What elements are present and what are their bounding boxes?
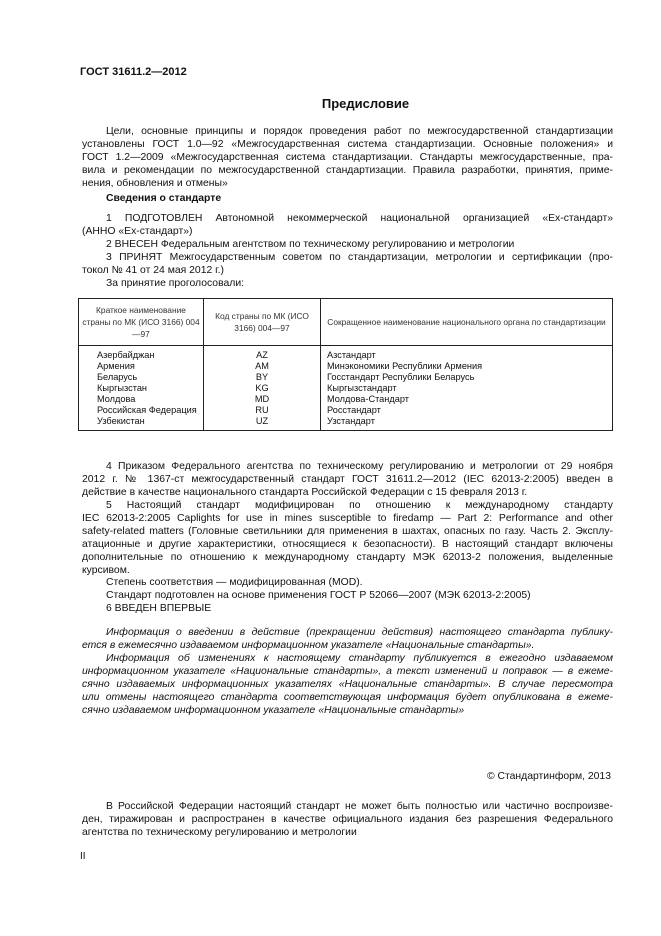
cell-country: Российская Федерация (79, 405, 204, 416)
cell-country: Беларусь (79, 372, 204, 383)
text-line: вила и рекомендации по межгосударственной стандартизации. Правила разработки, принятия, приме- (82, 165, 613, 176)
cell-code: MD (204, 394, 321, 405)
cell-code: KG (204, 383, 321, 394)
text-line: атационные и другие характеристики, относящиеся к безопасности). В настоящий стандарт включены (82, 539, 613, 550)
cell-country: Молдова (79, 394, 204, 405)
paragraph (82, 238, 613, 251)
text-line: нения, обновления и отмены» (82, 178, 228, 189)
cell-code: AM (204, 361, 321, 372)
text-line: Информация об изменениях к настоящему стандарту публикуется в ежегодно издаваемом (106, 653, 613, 664)
paragraph (82, 499, 613, 577)
table-row (79, 416, 613, 431)
column-header-code: Код страны по МК (ИСО 3166) 004—97 (204, 299, 321, 346)
text-line: 3 ПРИНЯТ Межгосударственным советом по стандартизации, метрологии и сертификации (про- (106, 252, 613, 263)
copyright: © Стандартинформ, 2013 (486, 771, 611, 782)
text-line: Цели, основные принципы и порядок проведения работ по межгосударственной стандартизации (106, 126, 613, 137)
cell-org: Госстандарт Республики Беларусь (321, 372, 613, 383)
text-line: информационном указателе «Национальные стандарты», а текст изменений и поправок — в ежеме- (82, 666, 613, 677)
paragraph (82, 251, 613, 277)
table-row (79, 394, 613, 405)
table-row (79, 346, 613, 362)
paragraph (82, 277, 613, 290)
paragraph (82, 652, 613, 717)
paragraph (82, 589, 613, 602)
text-line: Стандарт подготовлен на основе применения ГОСТ Р 52066—2007 (МЭК 62013-2:2005) (106, 590, 531, 601)
text-line: safety-related matters (Головные светильники для применения в шахтах, опасных по газу. Часть 2. Эксплу- (82, 526, 613, 537)
text-line: ГОСТ 1.2—2009 «Межгосударственная система стандартизации. Стандарты межгосударственные, пра- (82, 152, 613, 163)
paragraph (82, 125, 613, 190)
paragraph (82, 212, 613, 238)
text-line: установлены ГОСТ 1.0—92 «Межгосударственная система стандартизации. Основные положения» и (82, 139, 613, 150)
cell-org: Молдова-Стандарт (321, 394, 613, 405)
text-line: дополнительные по отношению к международному стандарту МЭК 62013-2 положения, выделенные (82, 552, 613, 563)
text-line: ден, тиражирован и распространен в качестве официального издания без разрешения Федерального (82, 814, 613, 825)
column-header-organization: Сокращенное наименование национального органа по стандартизации (321, 299, 613, 346)
text-line: ется в ежемесячно издаваемом информационном указателе «Национальные стандарты». (82, 640, 535, 651)
text-line: курсивом. (82, 565, 130, 576)
text-line: В Российской Федерации настоящий стандарт не может быть полностью или частично воспроизве- (106, 801, 613, 812)
text-line: Степень соответствия — модифицированная (MOD). (106, 577, 363, 588)
text-line: 2 ВНЕСЕН Федеральным агентством по техническому регулированию и метрологии (106, 239, 515, 250)
table-row (79, 372, 613, 383)
paragraph (82, 626, 613, 652)
text-line: или отмены настоящего стандарта соответствующая информация будет опубликована в ежеме- (82, 692, 613, 703)
cell-country: Армения (79, 361, 204, 372)
text-line: 4 Приказом Федерального агентства по техническому регулированию и метрологии от 29 ноября (106, 461, 613, 472)
text-line: действие в качестве национального стандарта Российской Федерации с 15 февраля 2013 г. (82, 487, 528, 498)
cell-country: Азербайджан (79, 346, 204, 362)
paragraph (82, 460, 613, 499)
table-body (79, 346, 613, 431)
column-header-country: Краткое наименование страны по МК (ИСО 3166) 004—97 (79, 299, 204, 346)
cell-country: Узбекистан (79, 416, 204, 431)
cell-code: RU (204, 405, 321, 416)
cell-org: Росстандарт (321, 405, 613, 416)
paragraph (82, 602, 613, 615)
cell-org: Азстандарт (321, 346, 613, 362)
paragraph (82, 800, 613, 839)
page-number: II (80, 851, 86, 862)
text-line: 2012 г. № 1367-ст межгосударственный стандарт ГОСТ 31611.2—2012 (IEC 62013-2:2005) введен в (82, 474, 613, 485)
text-line: агентства по техническому регулированию и метрологии (82, 827, 357, 838)
text-line: 5 Настоящий стандарт модифицирован по отношению к международному стандарту (106, 500, 613, 511)
cell-org: Узстандарт (321, 416, 613, 431)
text-line: токол № 41 от 24 мая 2012 г.) (82, 265, 225, 276)
page-title: Предисловие (321, 96, 410, 111)
paragraph (82, 576, 613, 589)
cell-org: Кыргызстандарт (321, 383, 613, 394)
table-row (79, 361, 613, 372)
table-row (79, 383, 613, 394)
table-row (79, 405, 613, 416)
text-line: сячно издаваемом информационном указателе «Национальные стандарты» (82, 705, 465, 716)
text-line: Информация о введении в действие (прекращении действия) настоящего стандарта публику- (106, 627, 613, 638)
cell-country: Кыргызстан (79, 383, 204, 394)
text-line: сячно издаваемых информационных указателях «Национальные стандарты». В случае пересмотра (82, 679, 613, 690)
cell-code: UZ (204, 416, 321, 431)
text-line: (АННО «Ех-стандарт») (82, 226, 193, 237)
table-header-row (79, 299, 613, 346)
cell-code: AZ (204, 346, 321, 362)
cell-code: BY (204, 372, 321, 383)
text-line: За принятие проголосовали: (106, 278, 245, 289)
text-line: 6 ВВЕДЕН ВПЕРВЫЕ (106, 603, 212, 614)
text-line: IEC 62013-2:2005 Caplights for use in mines susceptible to firedamp — Part 2: Performance and other (82, 513, 613, 524)
cell-org: Минэкономики Республики Армения (321, 361, 613, 372)
document-id: ГОСТ 31611.2—2012 (80, 66, 187, 78)
voting-table (78, 298, 613, 431)
section-heading: Сведения о стандарте (106, 193, 222, 204)
text-line: 1 ПОДГОТОВЛЕН Автономной некоммерческой национальной организацией «Ех-стандарт» (106, 213, 613, 224)
